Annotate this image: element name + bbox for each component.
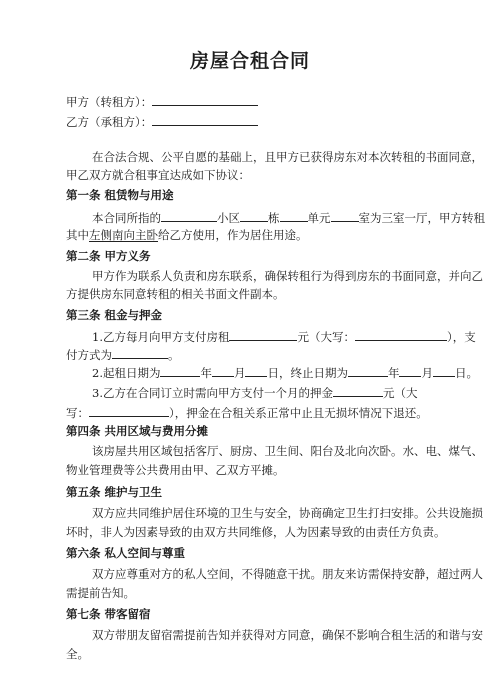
blank-field [355, 327, 447, 341]
article-6-line-1: 双方应尊重对方的私人空间，不得随意干扰。朋友来访需保持安静，超过两人 [92, 567, 483, 581]
article-4-line-2: 物业管理费等公共费用由甲、乙双方平摊。 [66, 463, 285, 477]
party-a-blank [152, 92, 258, 106]
article-1-line-2 [66, 227, 308, 243]
article-4-line-1: 该房屋共用区域包括客厅、厨房、卫生间、阳台及北向次卧。水、电、煤气、 [92, 444, 483, 458]
article-5-line-2: 坏时，非人为因素导致的由双方共同维修，人为因素导致的由责任方负责。 [66, 525, 446, 539]
blank-field [280, 208, 308, 222]
text-segment: 。 [168, 348, 180, 362]
article-2-line-1: 甲方作为联系人负责和房东联系，确保转租行为得到房东的书面同意，并向乙 [92, 269, 483, 283]
blank-field [229, 327, 297, 341]
article-6-line-2: 需提前告知。 [66, 586, 135, 600]
blank-field [399, 363, 421, 377]
article-4-heading: 第四条 共用区域与费用分摊 [66, 424, 209, 438]
text-segment: 元（大写： [297, 330, 355, 344]
blank-field [331, 208, 359, 222]
filled-room-field: 左侧南向主卧 [89, 228, 158, 242]
blank-field [348, 363, 388, 377]
intro-line-2: 甲乙双方就合租事宜达成如下协议： [66, 168, 250, 182]
text-segment: 给乙方使用，作为居住用途。 [158, 228, 308, 242]
article-3-line-4 [92, 383, 417, 401]
text-segment: 付方式为 [66, 348, 112, 362]
article-1-heading: 第一条 租赁物与用途 [66, 188, 174, 202]
text-segment: 1.乙方每月向甲方支付房租 [92, 330, 230, 344]
text-segment: 写： [66, 406, 89, 420]
article-5-line-1: 双方应共同维护居住环境的卫生与安全，协商确定卫生打扫安排。公共设施损 [92, 506, 483, 520]
article-7-line-2: 全。 [66, 647, 89, 661]
text-segment: 单元 [307, 211, 331, 225]
blank-field [161, 208, 217, 222]
party-b-blank [152, 112, 258, 126]
text-segment: 日，终止日期为 [267, 366, 348, 380]
text-segment: 月 [233, 366, 246, 380]
text-segment: 栋 [268, 211, 280, 225]
text-segment: 3.乙方在合同订立时需向甲方支付一个月的押金 [92, 386, 333, 400]
blank-field [333, 383, 383, 397]
party-a-line [66, 92, 258, 110]
blank-field [160, 363, 200, 377]
blank-field [433, 363, 455, 377]
text-segment: 本合同所指的 [92, 211, 161, 225]
article-6-heading: 第六条 私人空间与尊重 [66, 546, 186, 560]
document-title: 房屋合租合同 [189, 50, 310, 72]
article-3-line-3 [92, 363, 478, 381]
text-segment: 年 [387, 366, 400, 380]
text-segment: 室为三室一厅，甲方转租 [358, 211, 485, 225]
text-segment: 年 [200, 366, 212, 380]
article-3-heading: 第三条 租金与押金 [66, 308, 163, 322]
text-segment: ），押金在合租关系正常中止且无损坏情况下退还。 [169, 406, 428, 420]
article-3-line-5 [66, 403, 428, 421]
blank-field [240, 208, 268, 222]
text-segment: 2.起租日期为 [92, 366, 161, 380]
text-segment: 其中 [66, 228, 89, 242]
intro-line-1: 在合法合规、公平自愿的基础上，且甲方已获得房东对本次转租的书面同意， [92, 150, 483, 164]
article-7-line-1: 双方带朋友留宿需提前告知并获得对方同意，确保不影响合租生活的和谐与安 [92, 628, 483, 642]
party-b-line [66, 112, 258, 130]
blank-field [112, 345, 168, 359]
party-b-label: 乙方（承租方）： [66, 115, 153, 129]
article-1-line-1 [92, 208, 485, 226]
text-segment: 月 [421, 366, 433, 380]
blank-field [89, 403, 169, 417]
text-segment: 日。 [454, 366, 478, 380]
party-a-label: 甲方（转租方）： [66, 95, 153, 109]
text-segment: ），支 [446, 330, 476, 344]
blank-field [212, 363, 234, 377]
article-2-line-2: 方提供房东同意转租的相关书面文件副本。 [66, 287, 285, 301]
article-3-line-2 [66, 345, 180, 363]
blank-field [245, 363, 267, 377]
text-segment: 小区 [217, 211, 240, 225]
text-segment: 元（大 [382, 386, 418, 400]
article-7-heading: 第七条 带客留宿 [66, 607, 151, 621]
article-5-heading: 第五条 维护与卫生 [66, 485, 163, 499]
article-2-heading: 第二条 甲方义务 [66, 249, 151, 263]
article-3-line-1 [92, 327, 476, 345]
